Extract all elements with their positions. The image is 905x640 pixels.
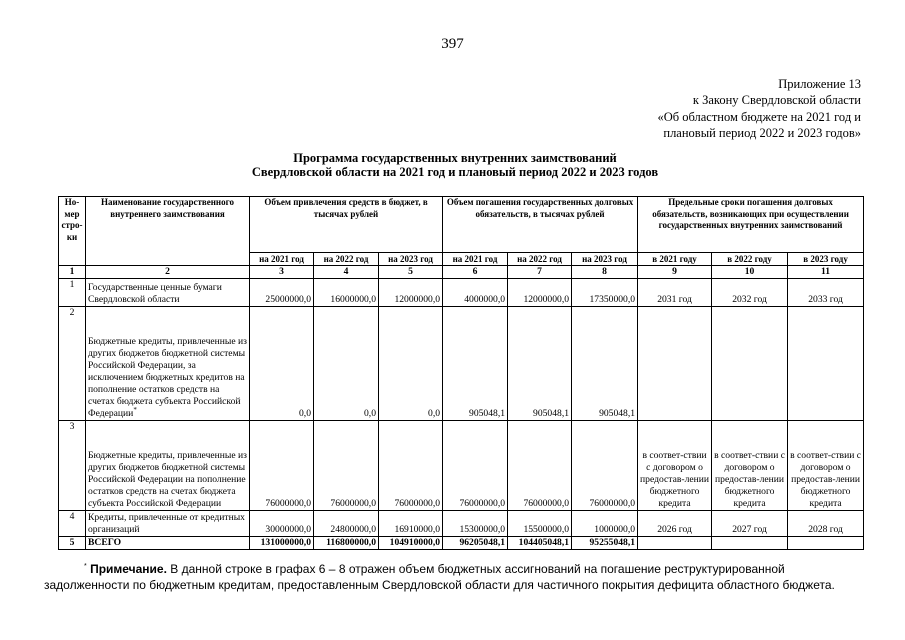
year-header: на 2021 год — [443, 253, 508, 266]
cell-term-2023 — [788, 537, 864, 550]
cell-attract-2022: 0,0 — [314, 307, 379, 421]
cell-attract-2023: 0,0 — [379, 307, 443, 421]
header-row-number: Но-мер стро-ки — [59, 197, 86, 266]
year-header: на 2021 год — [250, 253, 314, 266]
title-line: Программа государственных внутренних заимствований — [293, 151, 617, 165]
cell-attract-2023: 76000000,0 — [379, 421, 443, 511]
cell-attract-2021: 0,0 — [250, 307, 314, 421]
footnote-label: Примечание. — [90, 562, 167, 576]
cell-attract-2023: 16910000,0 — [379, 511, 443, 537]
row-name-cell — [86, 307, 250, 421]
cell-term-2022 — [712, 307, 788, 421]
header-attraction: Объем привлечения средств в бюджет, в тысячах рублей — [250, 197, 443, 253]
footnote-mark: * — [133, 405, 137, 414]
column-number: 3 — [250, 266, 314, 279]
cell-repay-2023: 76000000,0 — [572, 421, 638, 511]
appendix-line: к Закону Свердловской области — [692, 93, 861, 108]
cell-repay-2023: 17350000,0 — [572, 279, 638, 307]
header-repayment: Объем погашения государственных долговых обязательств, в тысячах рублей — [443, 197, 638, 253]
cell-term-2022: 2032 год — [712, 279, 788, 307]
cell-repay-2022: 76000000,0 — [508, 421, 572, 511]
header-name: Наименование государственного внутреннего заимствования — [86, 197, 250, 266]
column-number: 1 — [59, 266, 86, 279]
table-row — [59, 511, 864, 537]
cell-term-2022 — [712, 537, 788, 550]
footnote — [44, 561, 864, 593]
cell-repay-2023: 905048,1 — [572, 307, 638, 421]
cell-attract-2023: 104910000,0 — [379, 537, 443, 550]
column-number: 11 — [788, 266, 864, 279]
table-row — [59, 307, 864, 421]
borrowing-table — [58, 196, 864, 550]
column-number: 10 — [712, 266, 788, 279]
cell-term-2023 — [788, 307, 864, 421]
header-repayment-terms: Предельные сроки погашения долговых обязательств, возникающих при осуществлении государственных внутренних заимствований — [638, 197, 864, 253]
appendix-line: Приложение 13 — [778, 77, 861, 91]
column-number: 7 — [508, 266, 572, 279]
cell-term-2021 — [638, 537, 712, 550]
year-header: в 2022 году — [712, 253, 788, 266]
cell-repay-2021: 96205048,1 — [443, 537, 508, 550]
row-name: Государственные ценные бумаги Свердловской области — [86, 279, 250, 307]
column-number: 2 — [86, 266, 250, 279]
document-title — [0, 151, 905, 179]
table-total-row — [59, 537, 864, 550]
cell-repay-2023: 1000000,0 — [572, 511, 638, 537]
row-number: 2 — [59, 307, 86, 421]
column-number: 8 — [572, 266, 638, 279]
appendix-line: плановый период 2022 и 2023 годов» — [663, 126, 861, 141]
row-number: 1 — [59, 279, 86, 307]
cell-repay-2022: 15500000,0 — [508, 511, 572, 537]
row-name: Кредиты, привлеченные от кредитных организаций — [86, 511, 250, 537]
cell-term-2023: 2033 год — [788, 279, 864, 307]
table-column-numbers-row — [59, 266, 864, 279]
table-row — [59, 279, 864, 307]
appendix-line: «Об областном бюджете на 2021 год и — [657, 109, 861, 124]
year-header: в 2021 году — [638, 253, 712, 266]
cell-repay-2021: 4000000,0 — [443, 279, 508, 307]
cell-attract-2021: 131000000,0 — [250, 537, 314, 550]
column-number: 6 — [443, 266, 508, 279]
cell-repay-2022: 104405048,1 — [508, 537, 572, 550]
cell-term-2022: 2027 год — [712, 511, 788, 537]
cell-repay-2021: 76000000,0 — [443, 421, 508, 511]
cell-repay-2022: 905048,1 — [508, 307, 572, 421]
cell-attract-2021: 30000000,0 — [250, 511, 314, 537]
footnote-text: В данной строке в графах 6 – 8 отражен объем бюджетных ассигнований на погашение реструктурированной — [166, 562, 785, 576]
table-row — [59, 421, 864, 511]
row-number: 5 — [59, 537, 86, 550]
cell-attract-2022: 24800000,0 — [314, 511, 379, 537]
footnote-line: задолженности по бюджетным кредитам, предоставленным Свердловской области для частичного покрытия дефицита областного бюджета. — [44, 578, 835, 592]
cell-attract-2022: 16000000,0 — [314, 279, 379, 307]
column-number: 5 — [379, 266, 443, 279]
cell-attract-2023: 12000000,0 — [379, 279, 443, 307]
cell-term-2021: в соответ-ствии с договором о предостав-лении бюджетного кредита — [638, 421, 712, 511]
cell-term-2021: 2031 год — [638, 279, 712, 307]
year-header: на 2022 год — [508, 253, 572, 266]
year-header: на 2023 год — [379, 253, 443, 266]
row-number: 4 — [59, 511, 86, 537]
row-name: ВСЕГО — [86, 537, 250, 550]
table-header-row — [59, 197, 864, 253]
title-line: Свердловской области на 2021 год и плановый период 2022 и 2023 годов — [251, 165, 659, 179]
cell-repay-2021: 15300000,0 — [443, 511, 508, 537]
footnote-line — [44, 561, 864, 577]
cell-attract-2022: 116800000,0 — [314, 537, 379, 550]
cell-term-2023: 2028 год — [788, 511, 864, 537]
column-number: 9 — [638, 266, 712, 279]
year-header: на 2022 год — [314, 253, 379, 266]
appendix-header — [657, 76, 861, 142]
row-name: Бюджетные кредиты, привлеченные из других бюджетов бюджетной системы Российской Федерации, за исключением бюджетных кредитов на пополнение остатков средств на счетах бюджета субъекта Российской Федерации — [88, 336, 247, 419]
page-number: 397 — [441, 36, 464, 52]
cell-attract-2021: 76000000,0 — [250, 421, 314, 511]
cell-term-2023: в соответ-ствии с договором о предостав-лении бюджетного кредита — [788, 421, 864, 511]
cell-attract-2021: 25000000,0 — [250, 279, 314, 307]
row-name: Бюджетные кредиты, привлеченные из других бюджетов бюджетной системы Российской Федерации на пополнение остатков средств на счетах бюджета субъекта Российской Федерации — [86, 421, 250, 511]
cell-term-2022: в соответ-ствии с договором о предостав-лении бюджетного кредита — [712, 421, 788, 511]
cell-repay-2023: 95255048,1 — [572, 537, 638, 550]
row-number: 3 — [59, 421, 86, 511]
cell-term-2021 — [638, 307, 712, 421]
cell-term-2021: 2026 год — [638, 511, 712, 537]
footnote-mark: * — [84, 563, 87, 570]
year-header: в 2023 году — [788, 253, 864, 266]
cell-repay-2021: 905048,1 — [443, 307, 508, 421]
year-header: на 2023 год — [572, 253, 638, 266]
cell-attract-2022: 76000000,0 — [314, 421, 379, 511]
cell-repay-2022: 12000000,0 — [508, 279, 572, 307]
column-number: 4 — [314, 266, 379, 279]
